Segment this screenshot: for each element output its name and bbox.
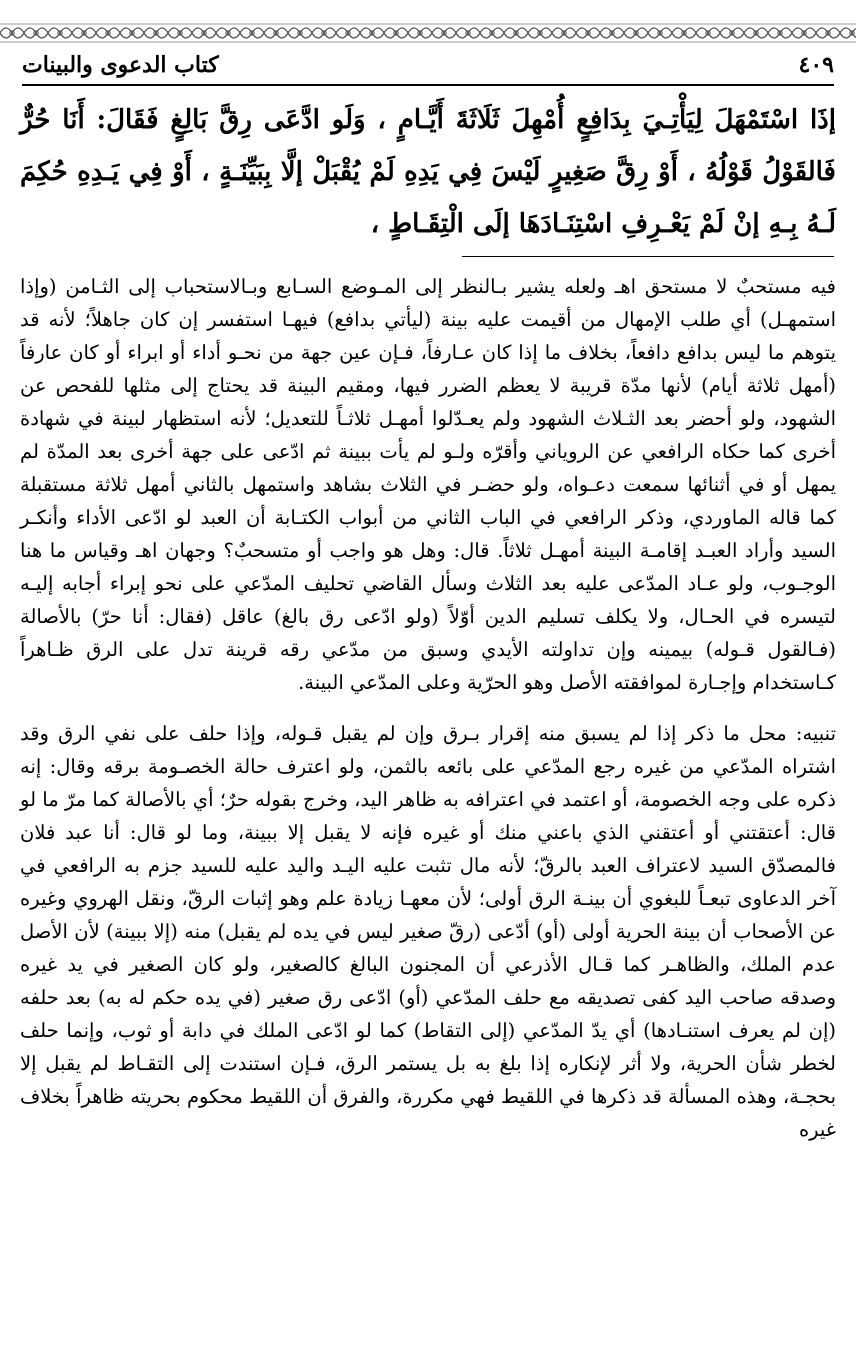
main-text-block — [20, 94, 836, 250]
main-text-separator — [462, 256, 834, 257]
commentary-paragraph-1: فيه مستحبٌ لا مستحق اهـ ولعله يشير بـالنظر إلى المـوضع السـابع وبـالاستحباب إلى الثـامن (وإذا استمهـل) أي طلب الإمهال من أقيمت عليه بينة (ليأتي بدافع) فيهـا استفسر إن كان جاهلاً؛ لأنه قد يتوهم ما ليس بدافع دافعاً، بخلاف ما إذا كان عـارفاً، فـإن عين جهة من نحـو أداء أو ابراء أو كان عارفاً (أمهل ثلاثة أيام) لأنها مدّة قريبة لا يعظم الضرر فيها، ومقيم البينة قد يحتاج إلى مثلها للفحص عن الشهود، ولو أحضر بعد الثـلاث الشهود ولم يعـدّلوا أمهـل ثلاثـاً للتعديل؛ لأنه استظهار لبينة في شهادة أخرى كما حكاه الرافعي عن الروياني وأقرّه ولـو لم يأت ببينة ثم ادّعى على جهة أخرى بعد المدّة لم يمهل أو في أثنائها سمعت دعـواه، ولو حضـر في الثلاث بشاهد واستمهل بالثاني أمهل ثلاثة مستقبلة كما قاله الماوردي، وذكر الرافعي في الباب الثاني من أبواب الكتـابة أن العبد لو ادّعى الأداء وأنكـر السيد وأراد العبـد إقامـة البينة أمهـل ثلاثاً. قال: وهل هو واجب أو متسحبٌ؟ وجهان اهـ وقياس ما هنا الوجـوب، ولو عـاد المدّعى عليه بعد الثلاث وسأل القاضي تحليف المدّعي على نحو إبراء أجابه إليـه لتيسره في الحـال، ولا يكلف تسليم الدين أوّلاً (ولو ادّعى رق بالغ) عاقل (فقال: أنا حرّ) بالأصالة (فـالقول قـوله) بيمينه وإن تداولته الأيدي وسبق من مدّعي رقه قرينة تدل على الرق ظـاهراً كـاستخدام وإجـارة لموافقته الأصل وهو الحرّية وعلى المدّعي البينة. — [20, 275, 836, 694]
header-rule — [22, 84, 834, 86]
book-title: كتاب الدعوى والبينات — [22, 52, 219, 78]
decorative-top-border — [0, 22, 856, 44]
main-text-paragraph: إذَا اسْتَمْهَلَ لِيَأْتِـيَ بِدَافِعٍ أُمْهِلَ ثَلَاثَةَ أَيَّـامٍ ، وَلَو ادَّعَى رِقَّ بَالِغٍ فَقَالَ: أَنَا حُرٌّ فَالقَوْلُ قَوْلُهُ ، أَوْ رِقَّ صَغِيرٍ لَيْسَ فِي يَدِهِ لَمْ يُقْبَلْ إلَّا بِبَيِّنَـةٍ ، أَوْ فِي يَـدِهِ حُكِمَ لَـهُ بِـهِ إنْ لَمْ يَعْـرِفِ اسْتِنَـادَهَا إلَى الْتِقَـاطٍ ، — [20, 105, 836, 239]
commentary-block — [20, 270, 836, 1146]
commentary-paragraph-2: تنبيه: محل ما ذكر إذا لم يسبق منه إقرار بـرق وإن لم يقبل قـوله، وإذا حلف على نفي الرق وقد اشتراه المدّعي من غيره رجع المدّعي على بائعه بالثمن، ولو اعترف حالة الخصـومة برقه وقال: إنه ذكره على وجه الخصومة، أو اعتمد في اعترافه به ظاهر اليد، وخرج بقوله حرٌ؛ أي بالأصالة كما مرّ ما لو قال: أعتقتني أو أعتقني الذي باعني منك أو غيره فإنه لا يقبل إلا ببينة، وما لو قال: أنا عبد فلان فالمصدّق السيد لاعتراف العبد بالرقّ؛ لأنه مال تثبت عليه اليـد واليد عليه للسيد جزم به الرافعي في آخر الدعاوى تبعـاً للبغوي أن بينـة الرق أولى؛ لأن معهـا زيادة علم وهو إثبات الرقّ، ونقل الهروي وغيره عن الأصحاب أن بينة الحرية أولى (أو) أدّعى (رقّ صغير ليس في يده لم يقبل) منه (إلا ببينة) لأن الأصل عدم الملك، والظاهـر كما قـال الأذرعي أن المجنون البالغ كالصغير، ولو كان الصغير في يد غيره وصدقه صاحب اليد كفى تصديقه مع حلف المدّعي (أو) ادّعى رق صغير (في يده حكم له به) بعد حلفه (إن لم يعرف استنـادها) أي يدّ المدّعي (إلى التقاط) كما لو ادّعى الملك في دابة أو ثوب، وإنما حلف لخطر شأن الحرية، ولا أثر لإنكاره إذا بلغ به بل يستمر الرق، فـإن استندت إلى التقـاط لم يقبل إلا بحجـة، وهذه المسألة قد ذكرها في اللقيط فهي مكررة، والفرق أن اللقيط محكوم بحريته ظاهراً بخلاف غيره — [20, 722, 836, 1141]
page-number: ٤٠٩ — [798, 52, 834, 78]
running-header — [22, 48, 834, 82]
